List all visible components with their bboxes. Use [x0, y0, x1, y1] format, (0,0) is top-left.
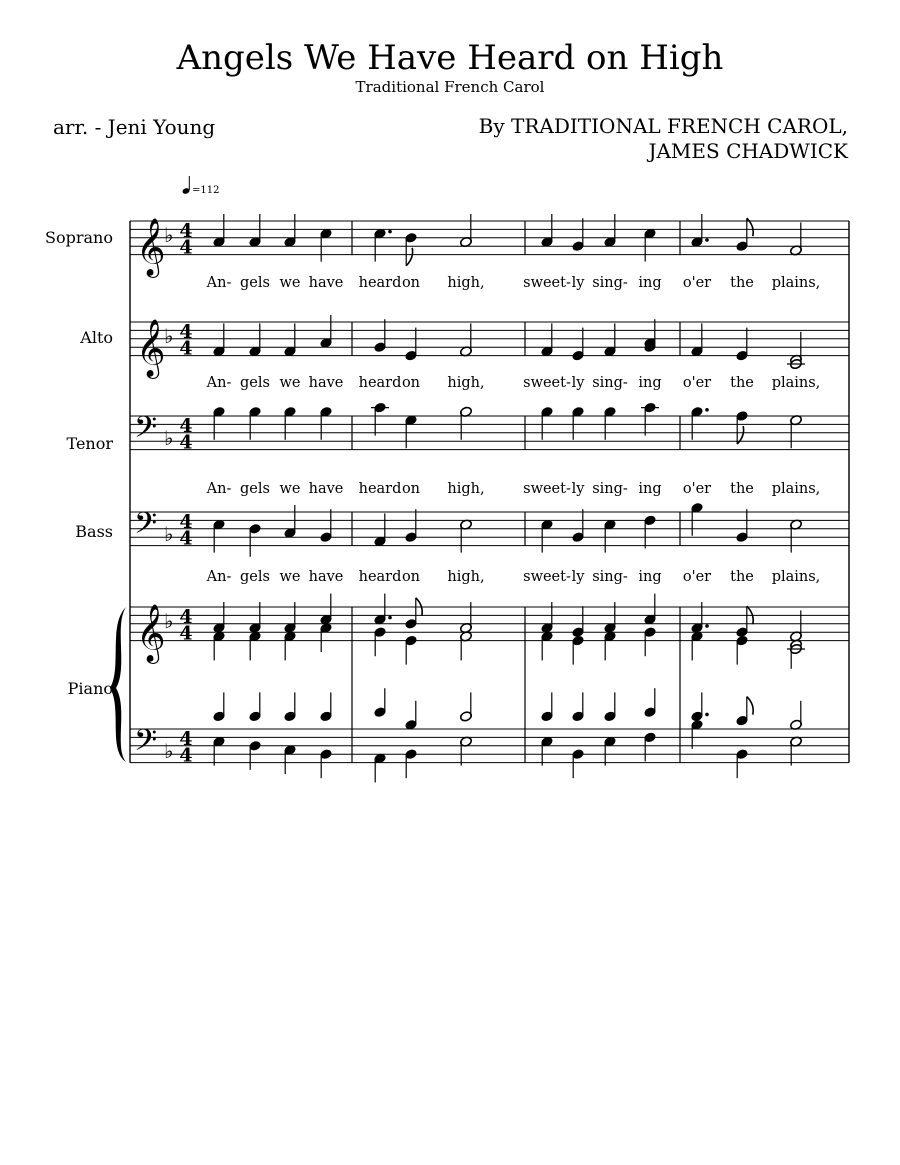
composer-line-2: JAMES CHADWICK	[648, 139, 848, 163]
flat-icon: ♭	[164, 222, 174, 247]
note	[643, 319, 656, 353]
lyric-syllable: sweet-	[523, 375, 571, 391]
lyric-syllable: o'er	[682, 569, 712, 585]
note	[319, 228, 332, 262]
composer-line-1: By TRADITIONAL FRENCH CAROL,	[478, 114, 848, 138]
note	[603, 406, 616, 440]
time-signature-top: 4	[179, 727, 193, 750]
note	[571, 692, 584, 722]
lyric-syllable: An-	[206, 481, 232, 497]
lyric-syllable: heard	[358, 275, 402, 291]
note	[643, 228, 656, 262]
note	[603, 519, 616, 553]
note	[212, 631, 225, 661]
note	[571, 328, 584, 362]
dot	[705, 238, 709, 242]
lyric-syllable: sing-	[592, 375, 628, 391]
note	[248, 214, 261, 248]
note	[603, 631, 616, 661]
note	[404, 232, 417, 266]
note	[735, 218, 753, 252]
lyric-syllable: the	[730, 481, 754, 497]
note	[248, 740, 261, 770]
note	[404, 598, 422, 630]
note	[319, 622, 332, 652]
lyric-syllable: on	[401, 375, 421, 391]
staff-label-soprano: Soprano	[45, 228, 113, 247]
note	[319, 406, 332, 440]
note	[248, 523, 261, 557]
lyric-syllable: ly	[571, 275, 585, 291]
note	[540, 692, 553, 722]
lyric-syllable: plains,	[771, 569, 821, 585]
score-subtitle: Traditional French Carol	[355, 78, 545, 96]
flat-icon: ♭	[164, 426, 174, 451]
lyric-syllable: have	[308, 275, 344, 291]
note	[603, 692, 616, 722]
lyric-syllable: gels	[240, 275, 270, 291]
lyric-syllable: we	[279, 481, 301, 497]
lyric-syllable: high,	[447, 481, 485, 497]
note	[404, 414, 417, 448]
note	[373, 402, 386, 436]
note	[212, 692, 225, 722]
dot	[388, 616, 392, 620]
note	[735, 635, 748, 665]
note	[459, 406, 472, 440]
lyric-syllable: plains,	[771, 481, 821, 497]
lyric-syllable: gels	[240, 569, 270, 585]
note	[319, 748, 332, 778]
dot	[705, 408, 709, 412]
note	[540, 406, 553, 440]
lyric-syllable: ly	[571, 481, 585, 497]
note	[571, 748, 584, 778]
note	[373, 753, 386, 783]
dot	[388, 230, 392, 234]
note	[643, 402, 656, 436]
note	[735, 606, 753, 638]
lyric-syllable: sweet-	[523, 481, 571, 497]
note	[459, 323, 472, 357]
note	[540, 736, 553, 766]
note	[283, 406, 296, 440]
dot	[705, 624, 709, 628]
bass-clef-icon: 𝄢	[134, 411, 158, 453]
note	[248, 692, 261, 722]
note	[571, 635, 584, 665]
lyric-syllable: plains,	[771, 275, 821, 291]
note	[212, 214, 225, 248]
note	[603, 736, 616, 766]
flat-icon: ♭	[164, 323, 174, 348]
bass-clef-icon: 𝄢	[134, 724, 158, 766]
lyric-syllable: o'er	[682, 275, 712, 291]
time-signature-top: 4	[179, 219, 193, 242]
note	[459, 692, 472, 722]
lyric-syllable: we	[279, 275, 301, 291]
lyric-syllable: on	[401, 275, 421, 291]
lyric-syllable: sing-	[592, 275, 628, 291]
time-signature-top: 4	[179, 510, 193, 533]
lyric-syllable: o'er	[682, 375, 712, 391]
note	[540, 214, 553, 248]
lyric-syllable: sing-	[592, 481, 628, 497]
note	[735, 748, 748, 778]
note	[571, 218, 584, 252]
dot	[705, 713, 709, 717]
lyric-syllable: heard	[358, 481, 402, 497]
note	[373, 513, 386, 547]
note	[690, 502, 703, 536]
flag	[406, 248, 412, 266]
lyric-syllable: heard	[358, 375, 402, 391]
note	[404, 328, 417, 362]
staff-label-piano: Piano	[67, 679, 113, 698]
note	[459, 631, 472, 661]
lyric-syllable: high,	[447, 569, 485, 585]
treble-clef-icon: 𝄞	[136, 217, 166, 276]
note	[248, 631, 261, 661]
note	[571, 509, 584, 543]
time-signature-bottom: 4	[179, 337, 193, 360]
flat-icon: ♭	[164, 608, 174, 633]
lyric-syllable: we	[279, 375, 301, 391]
note	[540, 631, 553, 661]
treble-clef-icon: 𝄞	[136, 603, 166, 662]
lyric-syllable: heard	[358, 569, 402, 585]
lyric-syllable: we	[279, 569, 301, 585]
lyric-syllable: have	[308, 569, 344, 585]
note	[404, 748, 417, 778]
lyric-syllable: gels	[240, 481, 270, 497]
arranger-credit: arr. - Jeni Young	[53, 115, 216, 139]
lyric-syllable: high,	[447, 375, 485, 391]
note	[319, 692, 332, 722]
note	[373, 594, 391, 626]
note	[690, 323, 703, 357]
lyric-syllable: An-	[206, 375, 232, 391]
note	[690, 214, 708, 248]
lyric-syllable: the	[730, 375, 754, 391]
time-signature-bottom: 4	[179, 236, 193, 259]
note	[643, 732, 656, 762]
note	[212, 736, 225, 766]
note	[319, 315, 332, 349]
note	[373, 688, 386, 718]
lyric-syllable: have	[308, 481, 344, 497]
note	[373, 228, 391, 262]
time-signature-bottom: 4	[179, 431, 193, 454]
lyric-syllable: ing	[638, 481, 662, 497]
note	[643, 626, 656, 656]
note	[212, 519, 225, 553]
note	[690, 719, 703, 749]
note	[690, 631, 703, 661]
time-signature-bottom: 4	[179, 622, 193, 645]
lyric-syllable: sweet-	[523, 569, 571, 585]
note	[212, 323, 225, 357]
note	[735, 509, 748, 543]
bass-clef-icon: 𝄢	[134, 507, 158, 549]
lyric-syllable: sweet-	[523, 275, 571, 291]
note	[603, 214, 616, 248]
treble-clef-icon: 𝄞	[136, 318, 166, 377]
flat-icon: ♭	[164, 522, 174, 547]
lyric-syllable: ing	[638, 569, 662, 585]
note	[643, 688, 656, 718]
note	[690, 406, 708, 440]
lyric-syllable: ing	[638, 375, 662, 391]
note	[373, 626, 386, 656]
note	[643, 515, 656, 549]
note	[643, 594, 656, 626]
lyric-syllable: ly	[571, 569, 585, 585]
note	[283, 744, 296, 774]
note	[603, 323, 616, 357]
note	[459, 519, 472, 553]
note	[373, 319, 386, 353]
tempo-marking: =112	[192, 185, 220, 196]
note	[540, 519, 553, 553]
note	[690, 692, 708, 722]
lyric-syllable: An-	[206, 569, 232, 585]
note	[283, 505, 296, 539]
note	[459, 214, 472, 248]
time-signature-top: 4	[179, 414, 193, 437]
lyric-syllable: on	[401, 569, 421, 585]
note	[248, 323, 261, 357]
lyric-syllable: have	[308, 375, 344, 391]
note	[571, 606, 584, 638]
note	[319, 594, 332, 626]
flat-icon: ♭	[164, 739, 174, 764]
time-signature-bottom: 4	[179, 527, 193, 550]
note	[789, 736, 802, 766]
staff-label-tenor: Tenor	[66, 434, 113, 453]
note	[283, 692, 296, 722]
staff-label-alto: Alto	[80, 328, 113, 347]
note	[319, 509, 332, 543]
lyric-syllable: o'er	[682, 481, 712, 497]
note	[459, 736, 472, 766]
note	[789, 222, 802, 256]
note	[283, 631, 296, 661]
note	[212, 406, 225, 440]
note	[735, 410, 748, 444]
note	[789, 519, 802, 553]
note	[789, 414, 802, 448]
lyric-syllable: gels	[240, 375, 270, 391]
note	[283, 214, 296, 248]
note	[404, 635, 417, 665]
note	[248, 406, 261, 440]
lyric-syllable: the	[730, 275, 754, 291]
note	[404, 701, 417, 731]
lyric-syllable: ly	[571, 375, 585, 391]
note	[735, 697, 753, 727]
lyric-syllable: An-	[206, 275, 232, 291]
note	[283, 323, 296, 357]
lyric-syllable: high,	[447, 275, 485, 291]
lyric-syllable: the	[730, 569, 754, 585]
lyric-syllable: on	[401, 481, 421, 497]
lyric-syllable: sing-	[592, 569, 628, 585]
flag	[747, 697, 753, 715]
score-title: Angels We Have Heard on High	[176, 38, 724, 78]
note	[789, 701, 802, 731]
time-signature-top: 4	[179, 320, 193, 343]
lyric-syllable: ing	[638, 275, 662, 291]
time-signature-bottom: 4	[179, 744, 193, 767]
staff-label-bass: Bass	[75, 522, 113, 541]
note	[735, 328, 748, 362]
note	[404, 509, 417, 543]
lyric-syllable: plains,	[771, 375, 821, 391]
note	[540, 323, 553, 357]
note	[571, 406, 584, 440]
time-signature-top: 4	[179, 605, 193, 628]
